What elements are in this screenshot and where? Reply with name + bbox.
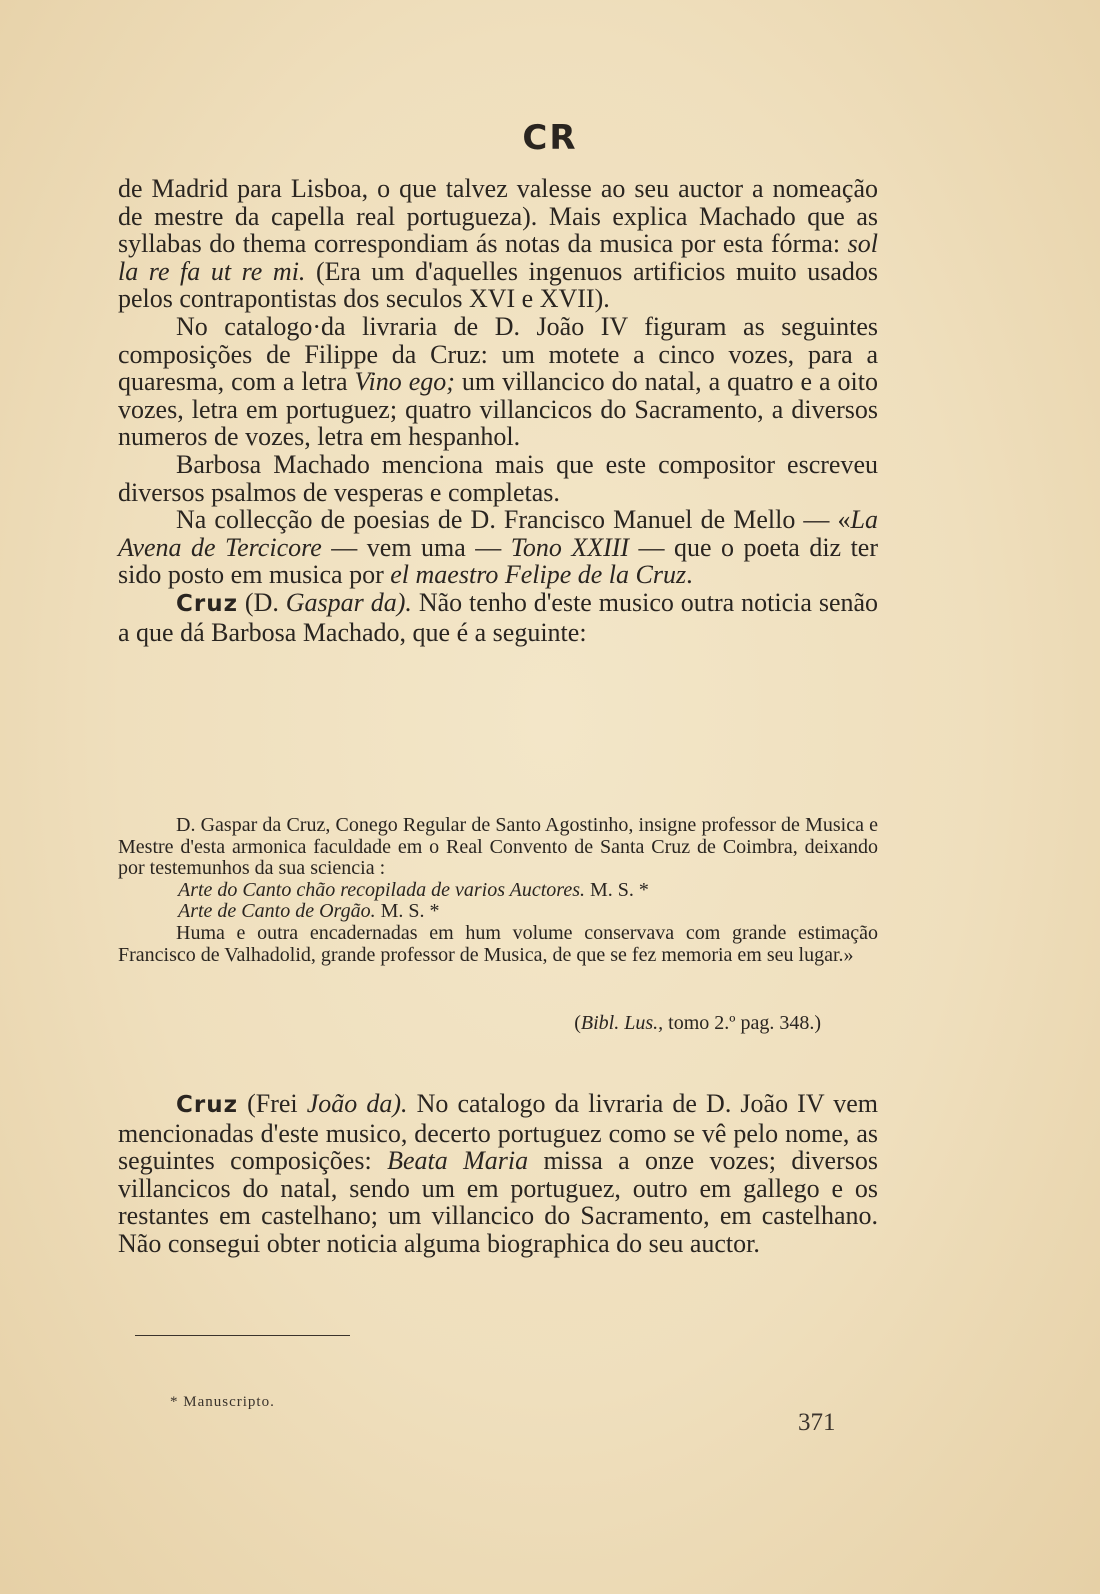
quote-line — [118, 901, 878, 923]
italic-run: Tono XXIII — [510, 532, 630, 562]
running-header: CR — [522, 118, 578, 158]
entry-heading: Cruz — [176, 590, 238, 617]
text-run: D. Gaspar da Cruz, Conego Regular de Santo Agostinho, insigne professor de Musica e Mestre d'esta armonica faculdade em o Real Convento de Santa Cruz de Coimbra, deixando por testemunhos da sua sciencia : — [118, 814, 878, 880]
text-run: tomo 2.º pag. 348.) — [663, 1012, 821, 1034]
paragraph — [118, 451, 878, 506]
italic-run: Arte do Canto chão recopilada de varios Auctores. — [178, 878, 585, 901]
text-run: missa a onze vozes; diversos villancicos do natal, sendo um em portuguez, outro em gallego e os restantes em castelhano; um villancico do Sacramento, em castelhano. Não consegui obter noticia alguma biographica do seu auctor. — [118, 1146, 878, 1258]
italic-run: La Avena de Tercicore — [118, 505, 878, 562]
page-number: 371 — [798, 1409, 836, 1436]
text-run: (D. — [237, 587, 286, 617]
italic-run: Gaspar da). — [285, 587, 412, 617]
italic-run: sol la re fa ut re mi. — [118, 229, 878, 286]
footnote-divider — [135, 1335, 350, 1336]
text-run: um villancico do natal, a quatro e a oito vozes, letra em portuguez; quatro villancicos do Sacramento, a diversos numeros de vozes, letra em hespanhol. — [118, 367, 879, 452]
quote-paragraph — [118, 923, 878, 966]
main-text-block — [118, 175, 878, 646]
italic-run: Bibl. Lus., — [580, 1012, 664, 1034]
text-run: . — [686, 560, 693, 590]
text-run: Huma e outra encadernadas em hum volume conservava com grande estimação Francisco de Valhadolid, grande professor de Musica, de que se fez memoria em seu lugar.» — [118, 921, 878, 966]
second-entry-block — [118, 1090, 878, 1258]
paragraph — [118, 313, 878, 451]
italic-run: Vino ego; — [354, 367, 455, 397]
quote-paragraph — [118, 815, 878, 880]
text-run: — que o poeta diz ter sido posto em musica por — [118, 532, 878, 590]
text-run: (Era um d'aquelles ingenuos artificios muito usados pelos contrapontistas dos seculos XVI e XVII). — [118, 256, 878, 314]
quote-line — [118, 880, 878, 902]
paragraph — [118, 589, 878, 646]
text-run: ( — [574, 1012, 581, 1034]
paragraph — [118, 1090, 878, 1258]
text-run: No catalogo da livraria de D. João IV vem mencionadas d'este musico, decerto portuguez como se vê pelo nome, as seguintes composições: — [118, 1089, 879, 1176]
text-run: M. S. * — [584, 878, 649, 901]
paragraph — [118, 506, 878, 589]
footnote: * Manuscripto. — [170, 1394, 275, 1410]
text-run: Na collecção de poesias de D. Francisco Manuel de Mello — « — [176, 505, 851, 535]
quotation-block — [118, 815, 878, 966]
italic-run: João da). — [306, 1089, 408, 1118]
text-run: Não tenho d'este musico outra noticia senão a que dá Barbosa Machado, que é a seguinte: — [118, 587, 879, 647]
citation — [118, 1012, 821, 1035]
text-run: M. S. * — [375, 900, 440, 923]
italic-run: Beata Maria — [387, 1146, 529, 1176]
italic-run: Arte de Canto de Orgão. — [178, 900, 376, 923]
entry-heading: Cruz — [176, 1092, 238, 1118]
text-run: — vem uma — — [321, 532, 511, 562]
text-run: (Frei — [237, 1089, 307, 1118]
text-run: Barbosa Machado menciona mais que este compositor escreveu diversos psalmos de vesperas e completas. — [118, 449, 878, 507]
paragraph — [118, 175, 878, 313]
italic-run: el maestro Felipe de la Cruz — [390, 560, 687, 590]
text-run: de Madrid para Lisboa, o que talvez valesse ao seu auctor a nomeação de mestre da capella real portugueza). Mais explica Machado que as syllabas do thema correspondiam ás notas da musica por esta fórma: — [118, 174, 878, 259]
text-run: No catalogo·da livraria de D. João IV figuram as seguintes composições de Filippe da Cruz: um motete a cinco vozes, para a quaresma, com a letra — [118, 311, 878, 397]
